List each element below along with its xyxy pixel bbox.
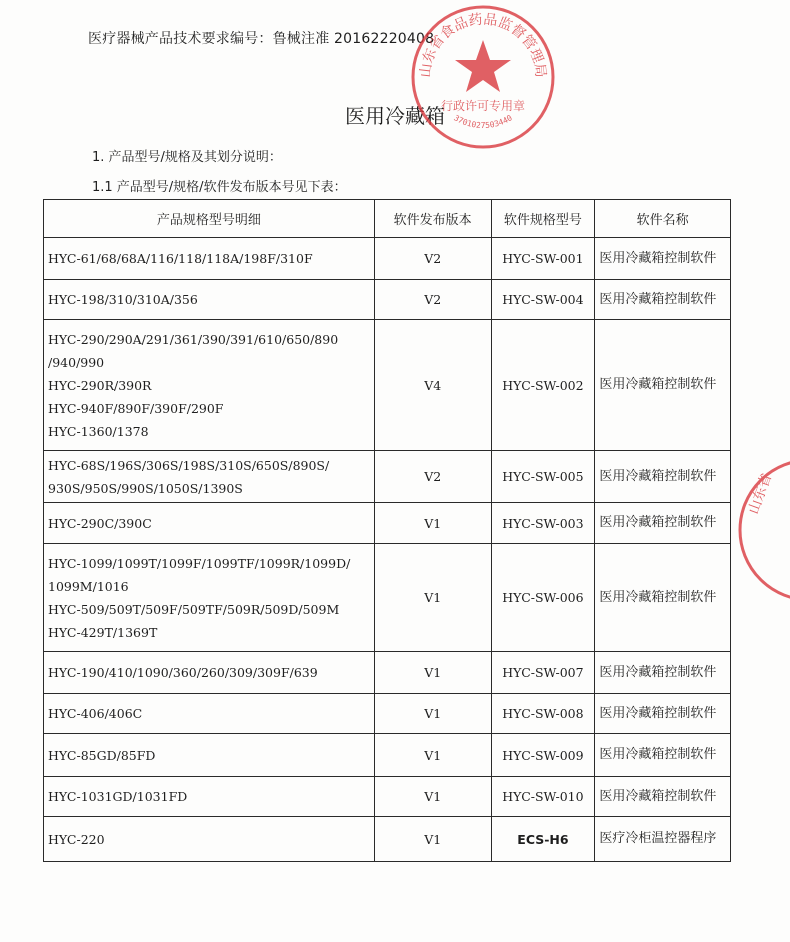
- cell-version: V1: [374, 694, 491, 734]
- spec-table: [43, 199, 731, 862]
- cell-sw-name: 医用冷藏箱控制软件: [595, 694, 731, 734]
- cell-sw-model: HYC-SW-010: [491, 777, 595, 817]
- header-sw-name: 软件名称: [595, 200, 731, 238]
- model-line: HYC-68S/196S/306S/198S/310S/650S/890S/: [48, 457, 330, 473]
- cell-version: V1: [374, 777, 491, 817]
- header-sw-model: 软件规格型号: [491, 200, 595, 238]
- cell-version: V2: [374, 451, 491, 503]
- section-heading-1: 1. 产品型号/规格及其划分说明：: [92, 150, 282, 165]
- cell-sw-name: 医用冷藏箱控制软件: [595, 734, 731, 777]
- cell-models: [44, 280, 375, 320]
- cell-models: [44, 777, 375, 817]
- header-models: 产品规格型号明细: [44, 200, 375, 238]
- cell-version: V2: [374, 280, 491, 320]
- cell-sw-name: 医用冷藏箱控制软件: [595, 652, 731, 694]
- cell-models: [44, 451, 375, 503]
- cell-version: V1: [374, 734, 491, 777]
- cell-sw-model: HYC-SW-002: [491, 320, 595, 451]
- cell-models: [44, 320, 375, 451]
- cell-sw-model: HYC-SW-004: [491, 280, 595, 320]
- header-version: 软件发布版本: [374, 200, 491, 238]
- cell-sw-name: 医用冷藏箱控制软件: [595, 503, 731, 544]
- model-line: HYC-290R/390R: [48, 377, 152, 393]
- cell-models: [44, 734, 375, 777]
- model-line: HYC-290/290A/291/361/390/391/610/650/890: [48, 331, 339, 347]
- model-line: HYC-290C/390C: [48, 515, 152, 531]
- cell-sw-model: ECS-H6: [491, 817, 595, 862]
- model-line: HYC-429T/1369T: [48, 624, 158, 640]
- cell-sw-model: HYC-SW-007: [491, 652, 595, 694]
- cell-sw-name: 医用冷藏箱控制软件: [595, 451, 731, 503]
- cell-version: V1: [374, 652, 491, 694]
- model-line: 1099M/1016: [48, 578, 129, 594]
- svg-text:行政许可专用章: 行政许可专用章: [440, 99, 526, 113]
- model-line: HYC-220: [48, 831, 105, 847]
- model-line: HYC-406/406C: [48, 706, 143, 721]
- doc-number-line: 医疗器械产品技术要求编号：鲁械注准 20162220408: [88, 31, 435, 47]
- cell-version: V4: [374, 320, 491, 451]
- model-line: HYC-190/410/1090/360/260/309/309F/639: [48, 665, 318, 680]
- cell-sw-model: HYC-SW-006: [491, 544, 595, 652]
- cell-sw-name: 医疗冷柜温控器程序: [595, 817, 731, 862]
- model-line: HYC-1031GD/1031FD: [48, 789, 188, 804]
- cell-models: [44, 652, 375, 694]
- table-row: [44, 817, 731, 862]
- svg-text:3701027503440: 3701027503440: [452, 113, 514, 131]
- cell-sw-name: 医用冷藏箱控制软件: [595, 320, 731, 451]
- table-row: [44, 652, 731, 694]
- cell-sw-model: HYC-SW-008: [491, 694, 595, 734]
- official-seal: [408, 2, 558, 152]
- table-row: [44, 777, 731, 817]
- cell-models: [44, 817, 375, 862]
- cell-version: V1: [374, 544, 491, 652]
- table-row: [44, 503, 731, 544]
- cell-version: V2: [374, 238, 491, 280]
- model-line: 930S/950S/990S/1050S/1390S: [48, 480, 243, 496]
- model-line: HYC-198/310/310A/356: [48, 292, 198, 307]
- cell-models: [44, 694, 375, 734]
- model-line: HYC-1099/1099T/1099F/1099TF/1099R/1099D/: [48, 555, 351, 571]
- cell-sw-name: 医用冷藏箱控制软件: [595, 280, 731, 320]
- model-line: HYC-61/68/68A/116/118/118A/198F/310F: [48, 251, 313, 266]
- svg-text:山东省: 山东省: [745, 471, 776, 517]
- table-row: [44, 734, 731, 777]
- table-row: [44, 320, 731, 451]
- model-line: HYC-85GD/85FD: [48, 747, 156, 763]
- table-row: [44, 451, 731, 503]
- svg-text:山东省食品药品监督管理局: 山东省食品药品监督管理局: [417, 11, 549, 79]
- cell-sw-model: HYC-SW-003: [491, 503, 595, 544]
- model-line: HYC-1360/1378: [48, 423, 149, 439]
- table-body: [44, 238, 731, 862]
- table-row: [44, 280, 731, 320]
- page-title: 医用冷藏箱: [345, 104, 445, 128]
- official-seal-partial: [735, 455, 790, 605]
- cell-version: V1: [374, 817, 491, 862]
- cell-sw-model: HYC-SW-005: [491, 451, 595, 503]
- cell-sw-model: HYC-SW-001: [491, 238, 595, 280]
- table-header-row: [44, 200, 731, 238]
- cell-models: [44, 503, 375, 544]
- star-icon: [455, 40, 511, 92]
- section-heading-1-1: 1.1 产品型号/规格/软件发布版本号见下表：: [92, 180, 347, 195]
- cell-sw-name: 医用冷藏箱控制软件: [595, 238, 731, 280]
- cell-models: [44, 238, 375, 280]
- model-line: /940/990: [48, 354, 105, 370]
- cell-models: [44, 544, 375, 652]
- cell-sw-name: 医用冷藏箱控制软件: [595, 777, 731, 817]
- table-row: [44, 544, 731, 652]
- cell-version: V1: [374, 503, 491, 544]
- model-line: HYC-509/509T/509F/509TF/509R/509D/509M: [48, 601, 340, 617]
- table-row: [44, 238, 731, 280]
- table-row: [44, 694, 731, 734]
- cell-sw-model: HYC-SW-009: [491, 734, 595, 777]
- cell-sw-name: 医用冷藏箱控制软件: [595, 544, 731, 652]
- model-line: HYC-940F/890F/390F/290F: [48, 400, 224, 416]
